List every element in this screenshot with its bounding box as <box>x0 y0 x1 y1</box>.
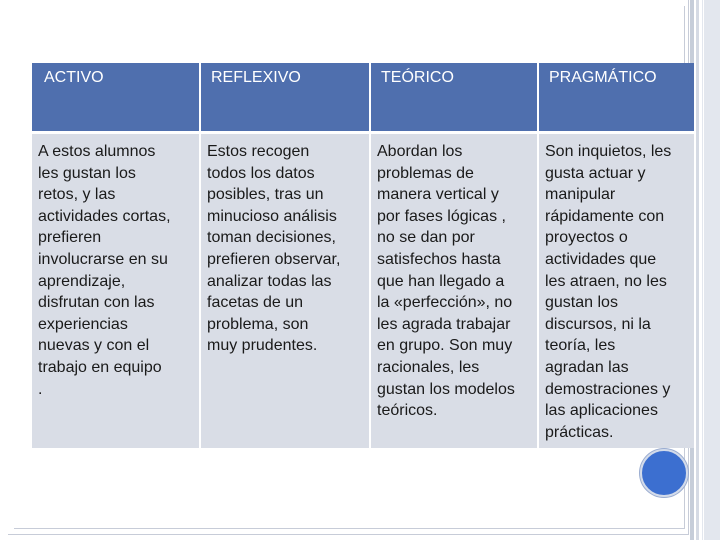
decorative-side-bar <box>690 0 720 540</box>
cell-teorico-text: Abordan los problemas de manera vertical y por fases lógicas , no se dan por satisfechos hasta que han llegado a la «perfección», no les agrada trabajar en grupo. Son muy racionales, les gustan los modelos teóricos. <box>377 143 515 420</box>
cell-reflexivo-text: Estos recogen todos los datos posibles, tras un minucioso análisis toman decisiones, prefieren observar, analizar todas las facetas de un problema, son muy prudentes. <box>207 143 341 355</box>
learning-styles-table <box>32 63 694 448</box>
cell-reflexivo <box>200 133 370 449</box>
decorative-circle <box>640 449 688 497</box>
cell-teorico <box>370 133 538 449</box>
table-row <box>32 133 694 449</box>
header-teorico: TEÓRICO <box>370 63 538 133</box>
cell-pragmatico <box>538 133 694 449</box>
header-reflexivo: REFLEXIVO <box>200 63 370 133</box>
cell-activo <box>32 133 200 449</box>
header-activo: ACTIVO <box>32 63 200 133</box>
cell-activo-text: A estos alumnos les gustan los retos, y las actividades cortas, prefieren involucrarse en su aprendizaje, disfrutan con las experiencias nuevas y con el trabajo en equipo . <box>38 143 171 398</box>
header-pragmatico: PRAGMÁTICO <box>538 63 694 133</box>
table-header-row <box>32 63 694 133</box>
cell-pragmatico-text: Son inquietos, les gusta actuar y manipular rápidamente con proyectos o actividades que les atraen, no les gustan los discursos, ni la teoría, les agradan las demostraciones y las aplicaciones prácticas. <box>545 143 672 441</box>
